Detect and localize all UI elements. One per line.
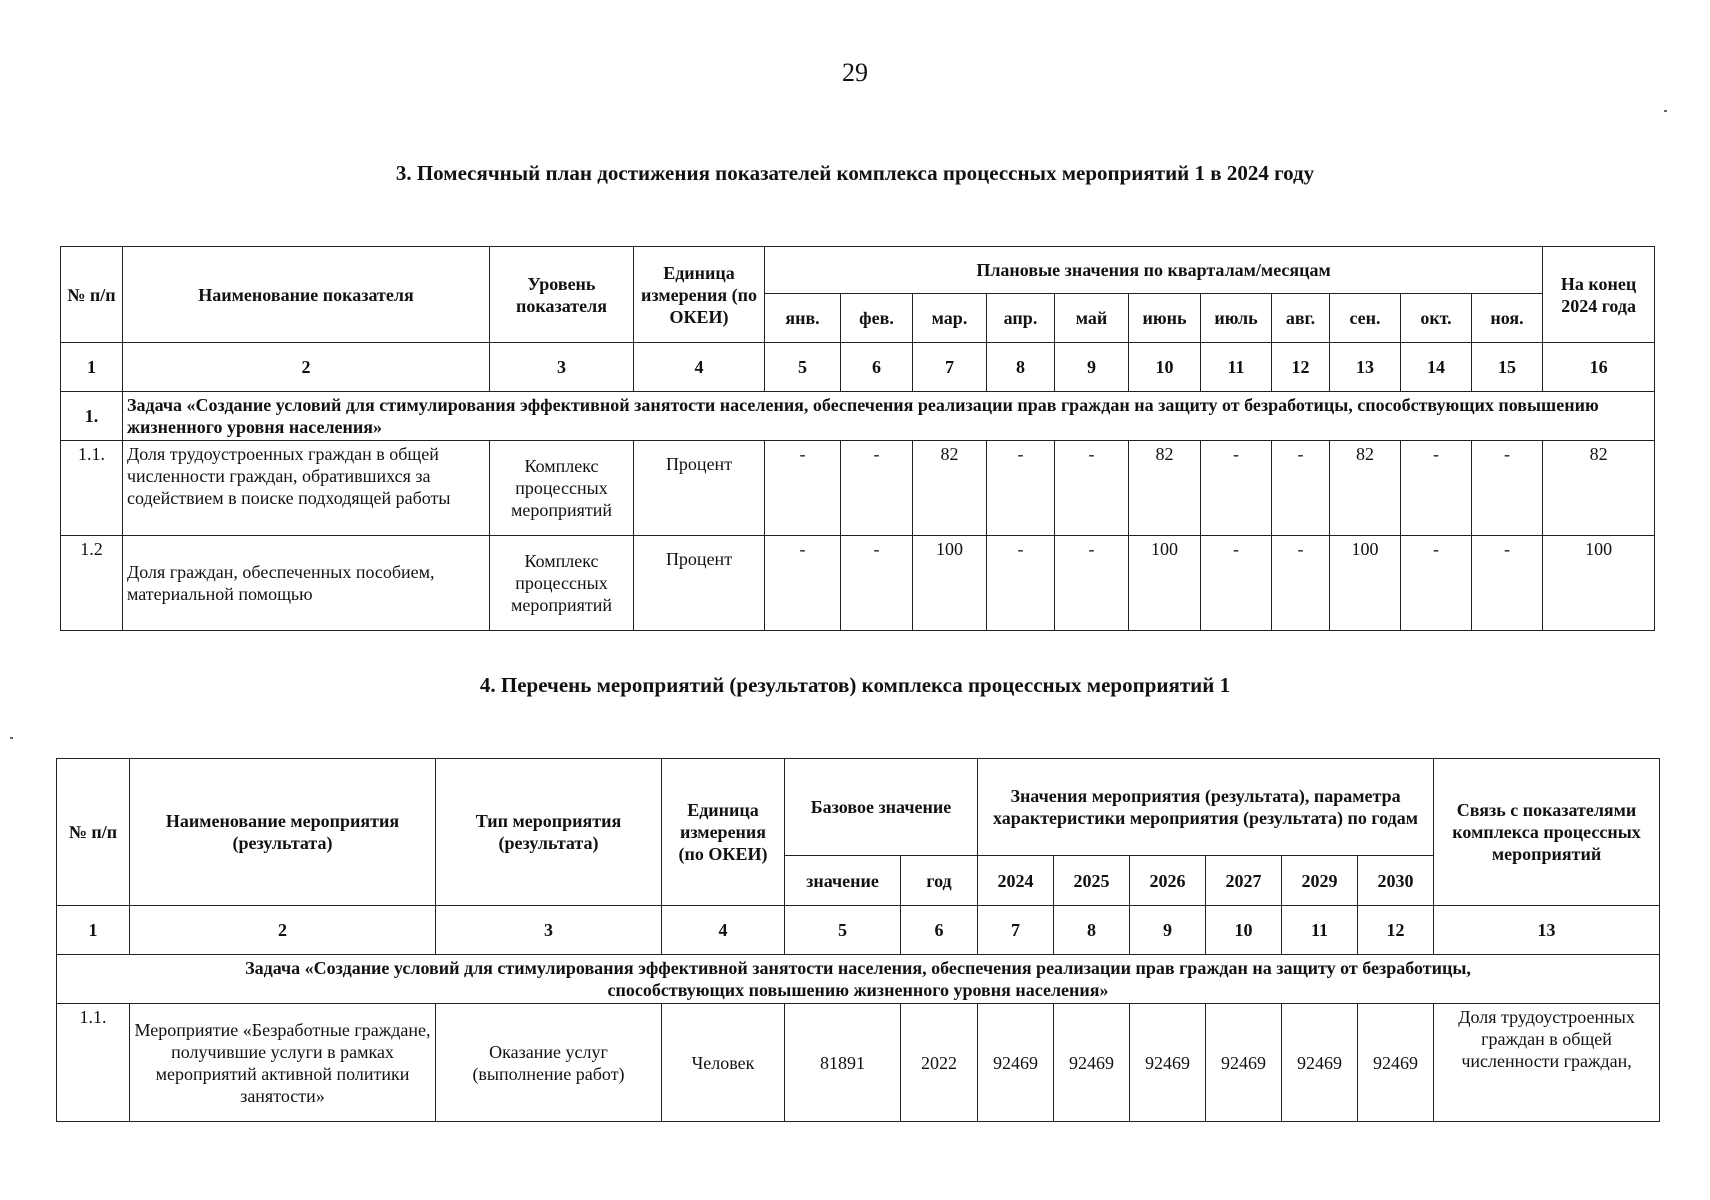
year-value: 92469 xyxy=(978,1004,1054,1122)
year-value: 92469 xyxy=(1054,1004,1130,1122)
activity-type: Оказание услуг (выполнение работ) xyxy=(436,1004,662,1122)
year-value: 92469 xyxy=(1358,1004,1434,1122)
header-month: фев. xyxy=(841,294,913,343)
indicator-name: Доля трудоустроенных граждан в общей численности граждан, обратившихся за содействием в поиске подходящей работы xyxy=(123,441,490,536)
month-value: 100 xyxy=(913,536,987,631)
month-value: - xyxy=(1472,441,1543,536)
header-month: мар. xyxy=(913,294,987,343)
header-base-value: Базовое значение xyxy=(785,759,978,856)
column-number: 9 xyxy=(1130,906,1206,955)
column-number: 4 xyxy=(634,343,765,392)
header-link: Связь с показателями комплекса процессных мероприятий xyxy=(1434,759,1660,906)
column-number: 11 xyxy=(1201,343,1272,392)
month-value: - xyxy=(987,441,1055,536)
column-number: 12 xyxy=(1358,906,1434,955)
header-end-of-year: На конец 2024 года xyxy=(1543,247,1655,343)
end-of-year-value: 82 xyxy=(1543,441,1655,536)
unit: Процент xyxy=(634,536,765,631)
task-text: Задача «Создание условий для стимулирования эффективной занятости населения, обеспечения реализации прав граждан на защиту от безработицы, способствующих повышению жизненного уровня населения» xyxy=(57,955,1660,1004)
column-number: 11 xyxy=(1282,906,1358,955)
scan-speck xyxy=(10,737,13,739)
header-unit: Единица измерения (по ОКЕИ) xyxy=(662,759,785,906)
base-year: 2022 xyxy=(901,1004,978,1122)
column-number: 8 xyxy=(1054,906,1130,955)
month-value: - xyxy=(1272,441,1330,536)
column-number: 1 xyxy=(57,906,130,955)
month-value: - xyxy=(1201,441,1272,536)
row-number: 1.2 xyxy=(61,536,123,631)
month-value: - xyxy=(1272,536,1330,631)
monthly-plan-table xyxy=(60,246,1655,631)
indicator-link: Доля трудоустроенных граждан в общей численности граждан, xyxy=(1434,1004,1660,1122)
year-value: 92469 xyxy=(1282,1004,1358,1122)
section-4-title: 4. Перечень мероприятий (результатов) комплекса процессных мероприятий 1 xyxy=(479,673,1231,697)
month-value: - xyxy=(1055,441,1129,536)
column-number: 13 xyxy=(1330,343,1401,392)
header-year: 2030 xyxy=(1358,856,1434,906)
month-value: 82 xyxy=(1330,441,1401,536)
header-num: № п/п xyxy=(61,247,123,343)
header-indicator-name: Наименование показателя xyxy=(123,247,490,343)
month-value: - xyxy=(1055,536,1129,631)
activities-table xyxy=(56,758,1660,1122)
header-level: Уровень показателя xyxy=(490,247,634,343)
year-value: 92469 xyxy=(1130,1004,1206,1122)
base-value: 81891 xyxy=(785,1004,901,1122)
column-number: 10 xyxy=(1206,906,1282,955)
scan-speck xyxy=(1664,110,1667,112)
month-value: - xyxy=(1201,536,1272,631)
column-number: 8 xyxy=(987,343,1055,392)
unit: Процент xyxy=(634,441,765,536)
column-number: 3 xyxy=(490,343,634,392)
column-number: 12 xyxy=(1272,343,1330,392)
column-number: 5 xyxy=(765,343,841,392)
indicator-name: Доля граждан, обеспеченных пособием, материальной помощью xyxy=(123,536,490,631)
month-value: 100 xyxy=(1129,536,1201,631)
month-value: - xyxy=(1401,536,1472,631)
month-value: 82 xyxy=(1129,441,1201,536)
header-year: 2027 xyxy=(1206,856,1282,906)
column-number: 9 xyxy=(1055,343,1129,392)
column-number: 2 xyxy=(123,343,490,392)
header-month: янв. xyxy=(765,294,841,343)
indicator-level: Комплекс процессных мероприятий xyxy=(490,536,634,631)
section-3-title: 3. Помесячный план достижения показателей комплекса процессных мероприятий 1 в 2024 году xyxy=(395,161,1315,185)
month-value: - xyxy=(841,536,913,631)
year-value: 92469 xyxy=(1206,1004,1282,1122)
header-num: № п/п xyxy=(57,759,130,906)
month-value: - xyxy=(765,536,841,631)
table-row xyxy=(61,441,1655,536)
month-value: - xyxy=(1401,441,1472,536)
month-value: - xyxy=(987,536,1055,631)
column-number: 3 xyxy=(436,906,662,955)
header-values-by-year: Значения мероприятия (результата), параметра характеристики мероприятия (результата) по годам xyxy=(978,759,1434,856)
activity-name: Мероприятие «Безработные граждане, получившие услуги в рамках мероприятий активной политики занятости» xyxy=(130,1004,436,1122)
task-number: 1. xyxy=(61,392,123,441)
column-number: 1 xyxy=(61,343,123,392)
header-month: май xyxy=(1055,294,1129,343)
header-month: июль xyxy=(1201,294,1272,343)
header-planned-values: Плановые значения по кварталам/месяцам xyxy=(765,247,1543,294)
column-number: 7 xyxy=(913,343,987,392)
column-number: 6 xyxy=(901,906,978,955)
column-number: 15 xyxy=(1472,343,1543,392)
header-year: 2026 xyxy=(1130,856,1206,906)
header-month: июнь xyxy=(1129,294,1201,343)
table-row xyxy=(57,1004,1660,1122)
month-value: - xyxy=(841,441,913,536)
header-month: окт. xyxy=(1401,294,1472,343)
header-year: 2029 xyxy=(1282,856,1358,906)
column-number: 7 xyxy=(978,906,1054,955)
row-number: 1.1. xyxy=(57,1004,130,1122)
header-activity-type: Тип мероприятия (результата) xyxy=(436,759,662,906)
column-number: 6 xyxy=(841,343,913,392)
column-number: 16 xyxy=(1543,343,1655,392)
unit: Человек xyxy=(662,1004,785,1122)
row-number: 1.1. xyxy=(61,441,123,536)
indicator-level: Комплекс процессных мероприятий xyxy=(490,441,634,536)
header-month: сен. xyxy=(1330,294,1401,343)
month-value: 82 xyxy=(913,441,987,536)
header-month: апр. xyxy=(987,294,1055,343)
header-base-value-year: год xyxy=(901,856,978,906)
header-year: 2024 xyxy=(978,856,1054,906)
end-of-year-value: 100 xyxy=(1543,536,1655,631)
table-row xyxy=(61,536,1655,631)
header-activity-name: Наименование мероприятия (результата) xyxy=(130,759,436,906)
header-unit: Единица измерения (по ОКЕИ) xyxy=(634,247,765,343)
header-year: 2025 xyxy=(1054,856,1130,906)
column-number: 10 xyxy=(1129,343,1201,392)
month-value: 100 xyxy=(1330,536,1401,631)
month-value: - xyxy=(1472,536,1543,631)
column-number: 4 xyxy=(662,906,785,955)
column-number: 14 xyxy=(1401,343,1472,392)
month-value: - xyxy=(765,441,841,536)
page-number: 29 xyxy=(842,58,868,87)
column-number: 2 xyxy=(130,906,436,955)
column-number: 13 xyxy=(1434,906,1660,955)
column-number: 5 xyxy=(785,906,901,955)
task-text: Задача «Создание условий для стимулирования эффективной занятости населения, обеспечения реализации прав граждан на защиту от безработицы, способствующих повышению жизненного уровня населения» xyxy=(123,392,1655,441)
header-month: авг. xyxy=(1272,294,1330,343)
header-month: ноя. xyxy=(1472,294,1543,343)
header-base-value-value: значение xyxy=(785,856,901,906)
